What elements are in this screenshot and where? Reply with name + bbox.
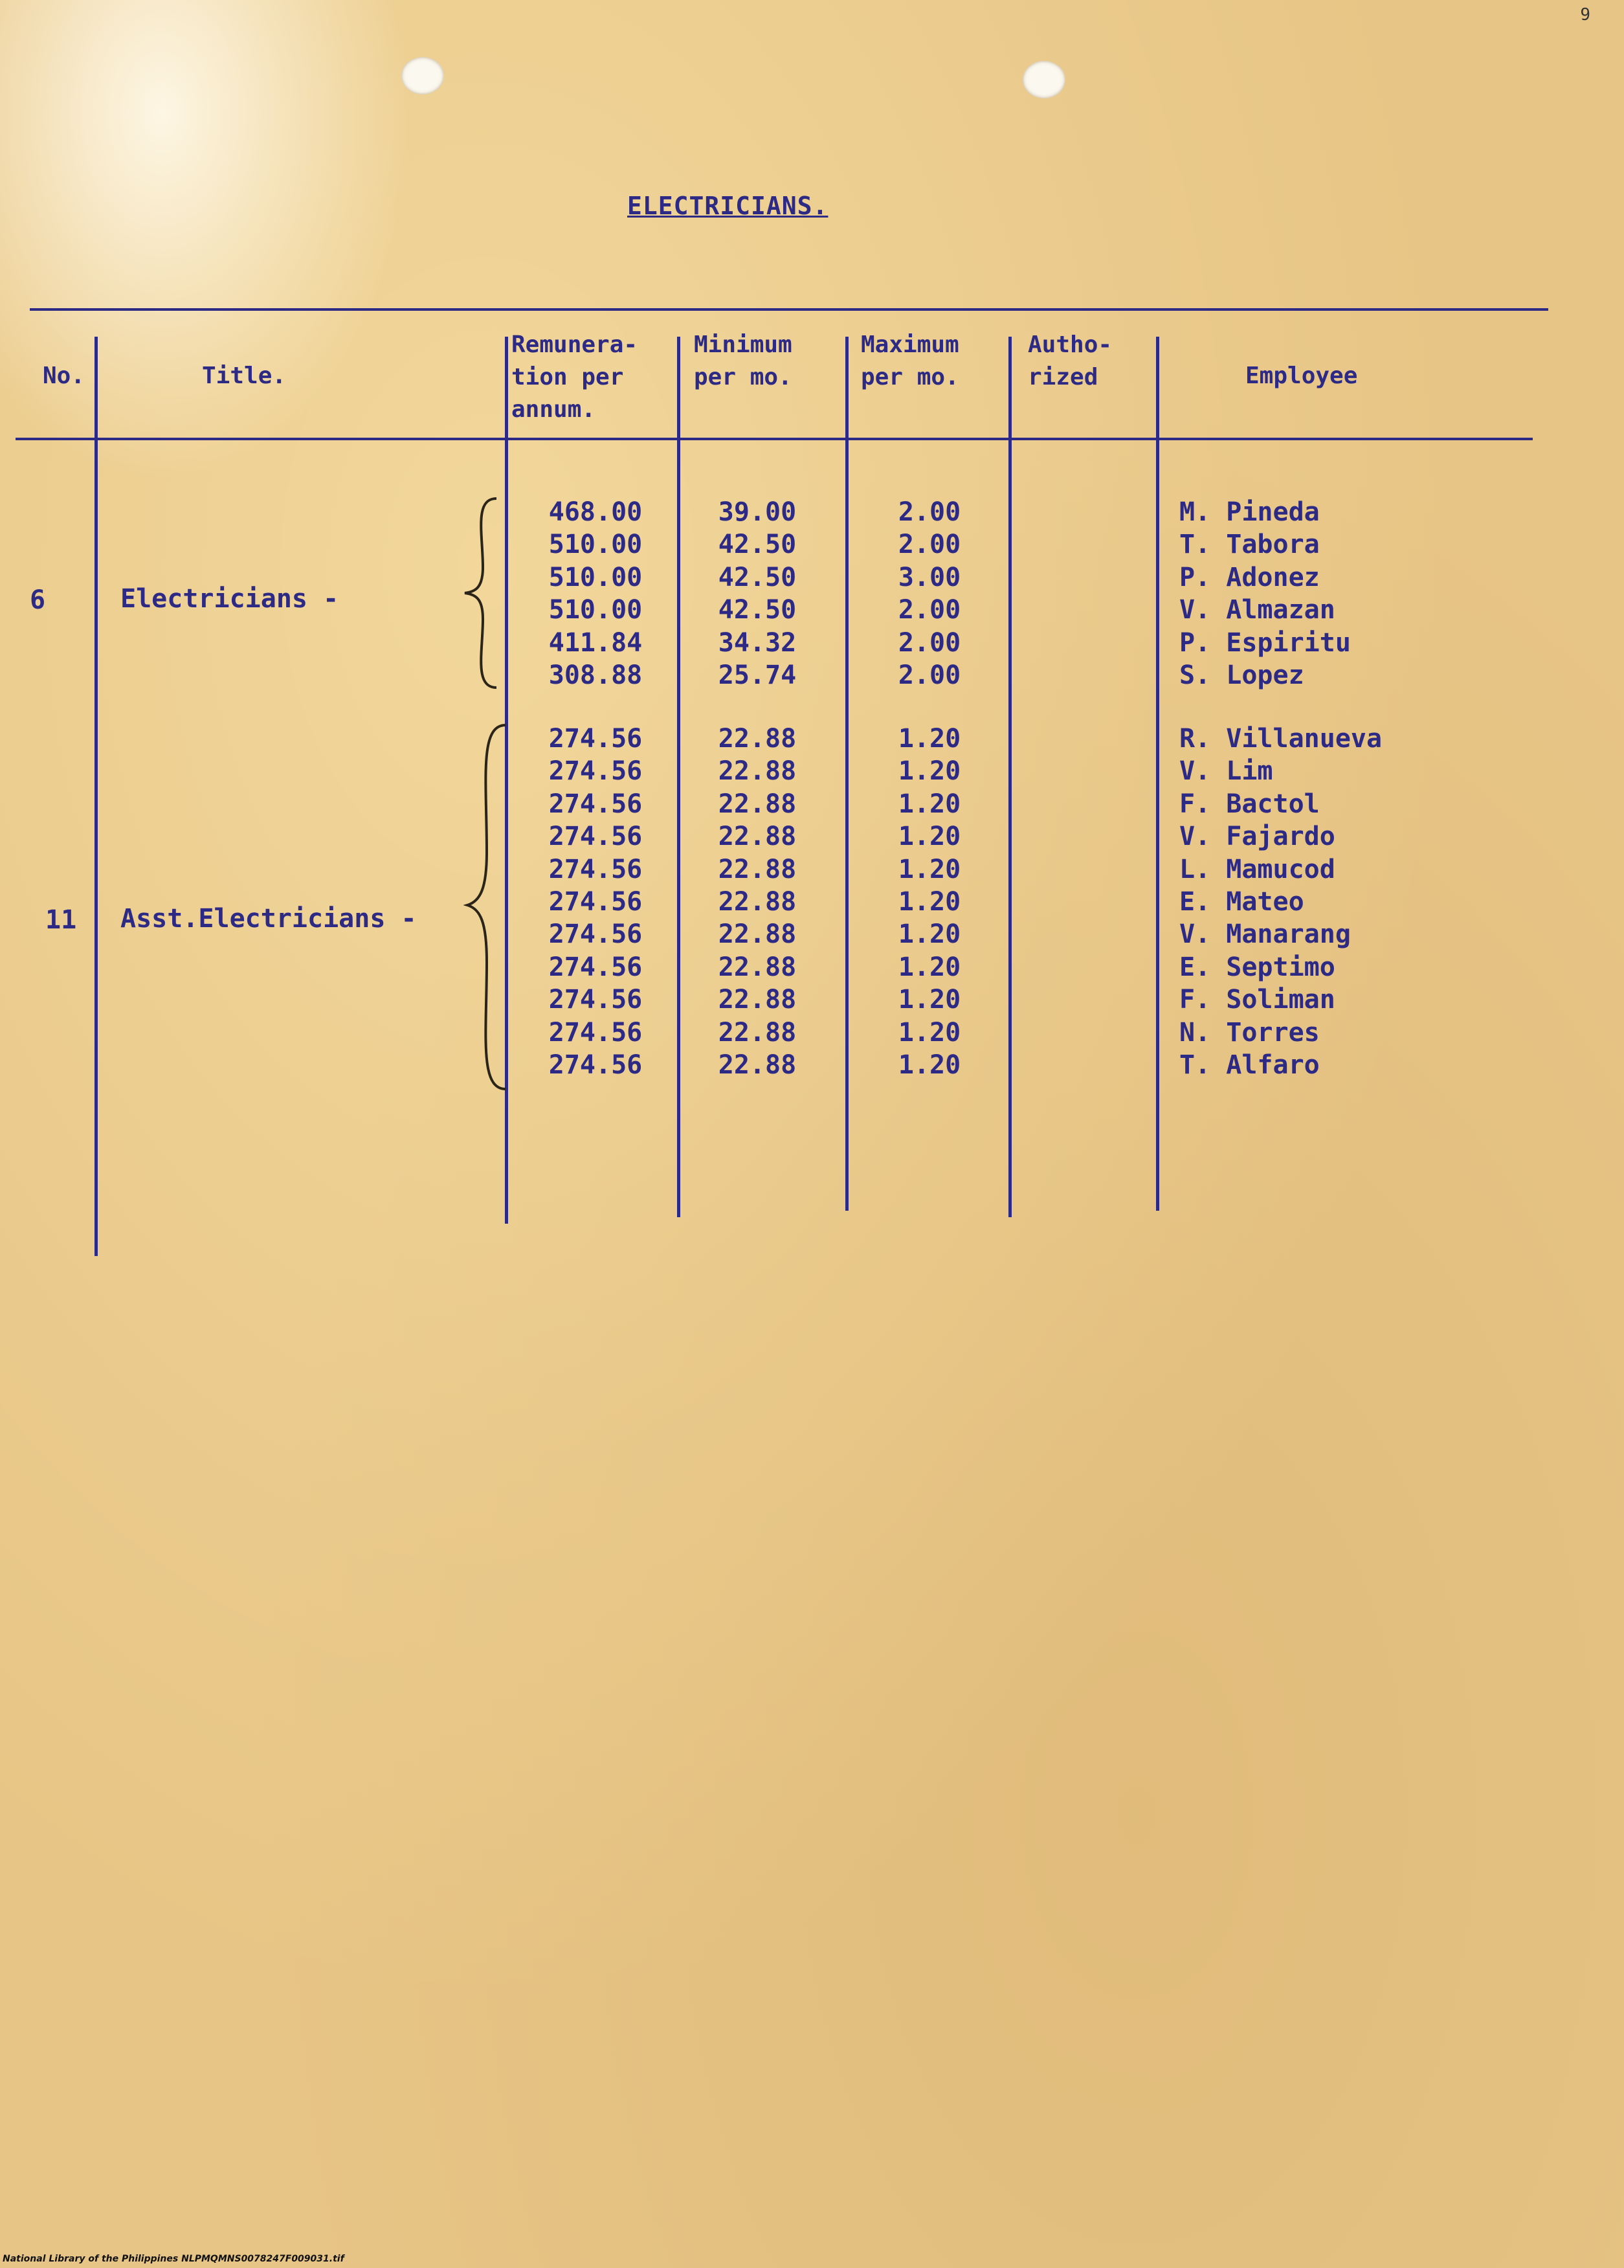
cell-employee: N. Torres [1179, 1017, 1320, 1048]
group-brace [463, 723, 509, 1092]
cell-minimum: 22.88 [718, 789, 797, 819]
header-authorized: Autho- rized [1028, 331, 1113, 390]
cell-maximum: 1.20 [898, 854, 961, 884]
group-number: 11 [45, 905, 77, 935]
cell-maximum: 1.20 [898, 985, 961, 1015]
header-employee: Employee [1245, 363, 1358, 389]
cell-remuneration: 274.56 [548, 919, 643, 950]
cell-employee: L. Mamucod [1179, 854, 1335, 884]
cell-remuneration: 274.56 [548, 887, 643, 917]
cell-maximum: 2.00 [898, 530, 961, 560]
cell-remuneration: 274.56 [548, 1017, 643, 1048]
cell-minimum: 42.50 [718, 562, 797, 592]
cell-remuneration: 411.84 [548, 627, 643, 658]
cell-maximum: 1.20 [898, 919, 961, 950]
column-divider-no [95, 337, 98, 1256]
cell-minimum: 42.50 [718, 530, 797, 560]
cell-employee: P. Adonez [1179, 562, 1320, 592]
cell-employee: V. Almazan [1179, 595, 1335, 625]
cell-remuneration: 308.88 [548, 660, 643, 690]
punch-hole-right [1023, 61, 1065, 98]
cell-employee: V. Lim [1179, 756, 1273, 787]
table-top-rule [30, 308, 1548, 311]
header-title: Title. [202, 363, 287, 389]
footer-caption: National Library of the Philippines NLPMQMNS0078247F009031.tif [3, 2254, 344, 2264]
cell-minimum: 34.32 [718, 627, 797, 658]
cell-minimum: 22.88 [718, 724, 797, 754]
cell-remuneration: 510.00 [548, 530, 643, 560]
cell-maximum: 1.20 [898, 756, 961, 787]
cell-employee: E. Mateo [1179, 887, 1304, 917]
cell-remuneration: 274.56 [548, 789, 643, 819]
cell-remuneration: 274.56 [548, 854, 643, 884]
cell-remuneration: 274.56 [548, 724, 643, 754]
cell-remuneration: 274.56 [548, 985, 643, 1015]
cell-maximum: 1.20 [898, 789, 961, 819]
header-minimum: Minimum per mo. [694, 331, 792, 390]
group-number: 6 [30, 585, 46, 615]
cell-employee: S. Lopez [1179, 660, 1304, 690]
cell-maximum: 2.00 [898, 660, 961, 690]
column-divider-remuneration [677, 337, 680, 1217]
cell-minimum: 22.88 [718, 1017, 797, 1048]
cell-maximum: 1.20 [898, 724, 961, 754]
cell-employee: T. Alfaro [1179, 1050, 1320, 1080]
cell-minimum: 22.88 [718, 952, 797, 982]
cell-maximum: 2.00 [898, 497, 961, 527]
corner-mark: 9 [1580, 5, 1590, 25]
cell-employee: T. Tabora [1179, 530, 1320, 560]
cell-remuneration: 274.56 [548, 756, 643, 787]
cell-employee: V. Manarang [1179, 919, 1351, 950]
cell-employee: E. Septimo [1179, 952, 1335, 982]
cell-employee: F. Soliman [1179, 985, 1335, 1015]
cell-maximum: 1.20 [898, 952, 961, 982]
cell-maximum: 2.00 [898, 627, 961, 658]
cell-employee: P. Espiritu [1179, 627, 1351, 658]
cell-minimum: 22.88 [718, 854, 797, 884]
cell-minimum: 22.88 [718, 985, 797, 1015]
cell-maximum: 1.20 [898, 887, 961, 917]
cell-remuneration: 468.00 [548, 497, 643, 527]
cell-remuneration: 510.00 [548, 562, 643, 592]
group-brace [461, 496, 500, 690]
cell-remuneration: 274.56 [548, 1050, 643, 1080]
cell-employee: V. Fajardo [1179, 822, 1335, 852]
cell-employee: F. Bactol [1179, 789, 1320, 819]
cell-minimum: 22.88 [718, 919, 797, 950]
cell-maximum: 1.20 [898, 1017, 961, 1048]
cell-remuneration: 274.56 [548, 822, 643, 852]
column-divider-authorized [1156, 337, 1159, 1211]
cell-minimum: 22.88 [718, 822, 797, 852]
punch-hole-left [401, 57, 444, 95]
cell-minimum: 25.74 [718, 660, 797, 690]
cell-minimum: 22.88 [718, 1050, 797, 1080]
cell-minimum: 39.00 [718, 497, 797, 527]
cell-minimum: 22.88 [718, 887, 797, 917]
group-title: Asst.Electricians - [120, 904, 417, 934]
cell-minimum: 42.50 [718, 595, 797, 625]
header-bottom-rule [16, 438, 1533, 440]
cell-employee: M. Pineda [1179, 497, 1320, 527]
header-remuneration: Remunera- tion per annum. [511, 331, 638, 423]
group-title: Electricians - [120, 584, 339, 614]
cell-employee: R. Villanueva [1179, 724, 1383, 754]
header-no: No. [43, 363, 85, 389]
cell-remuneration: 274.56 [548, 952, 643, 982]
page-title: ELECTRICIANS. [627, 192, 829, 220]
column-divider-minimum [845, 337, 849, 1211]
cell-remuneration: 510.00 [548, 595, 643, 625]
cell-maximum: 3.00 [898, 562, 961, 592]
cell-maximum: 2.00 [898, 595, 961, 625]
cell-maximum: 1.20 [898, 822, 961, 852]
cell-minimum: 22.88 [718, 756, 797, 787]
column-divider-maximum [1008, 337, 1012, 1217]
header-maximum: Maximum per mo. [861, 331, 959, 390]
cell-maximum: 1.20 [898, 1050, 961, 1080]
